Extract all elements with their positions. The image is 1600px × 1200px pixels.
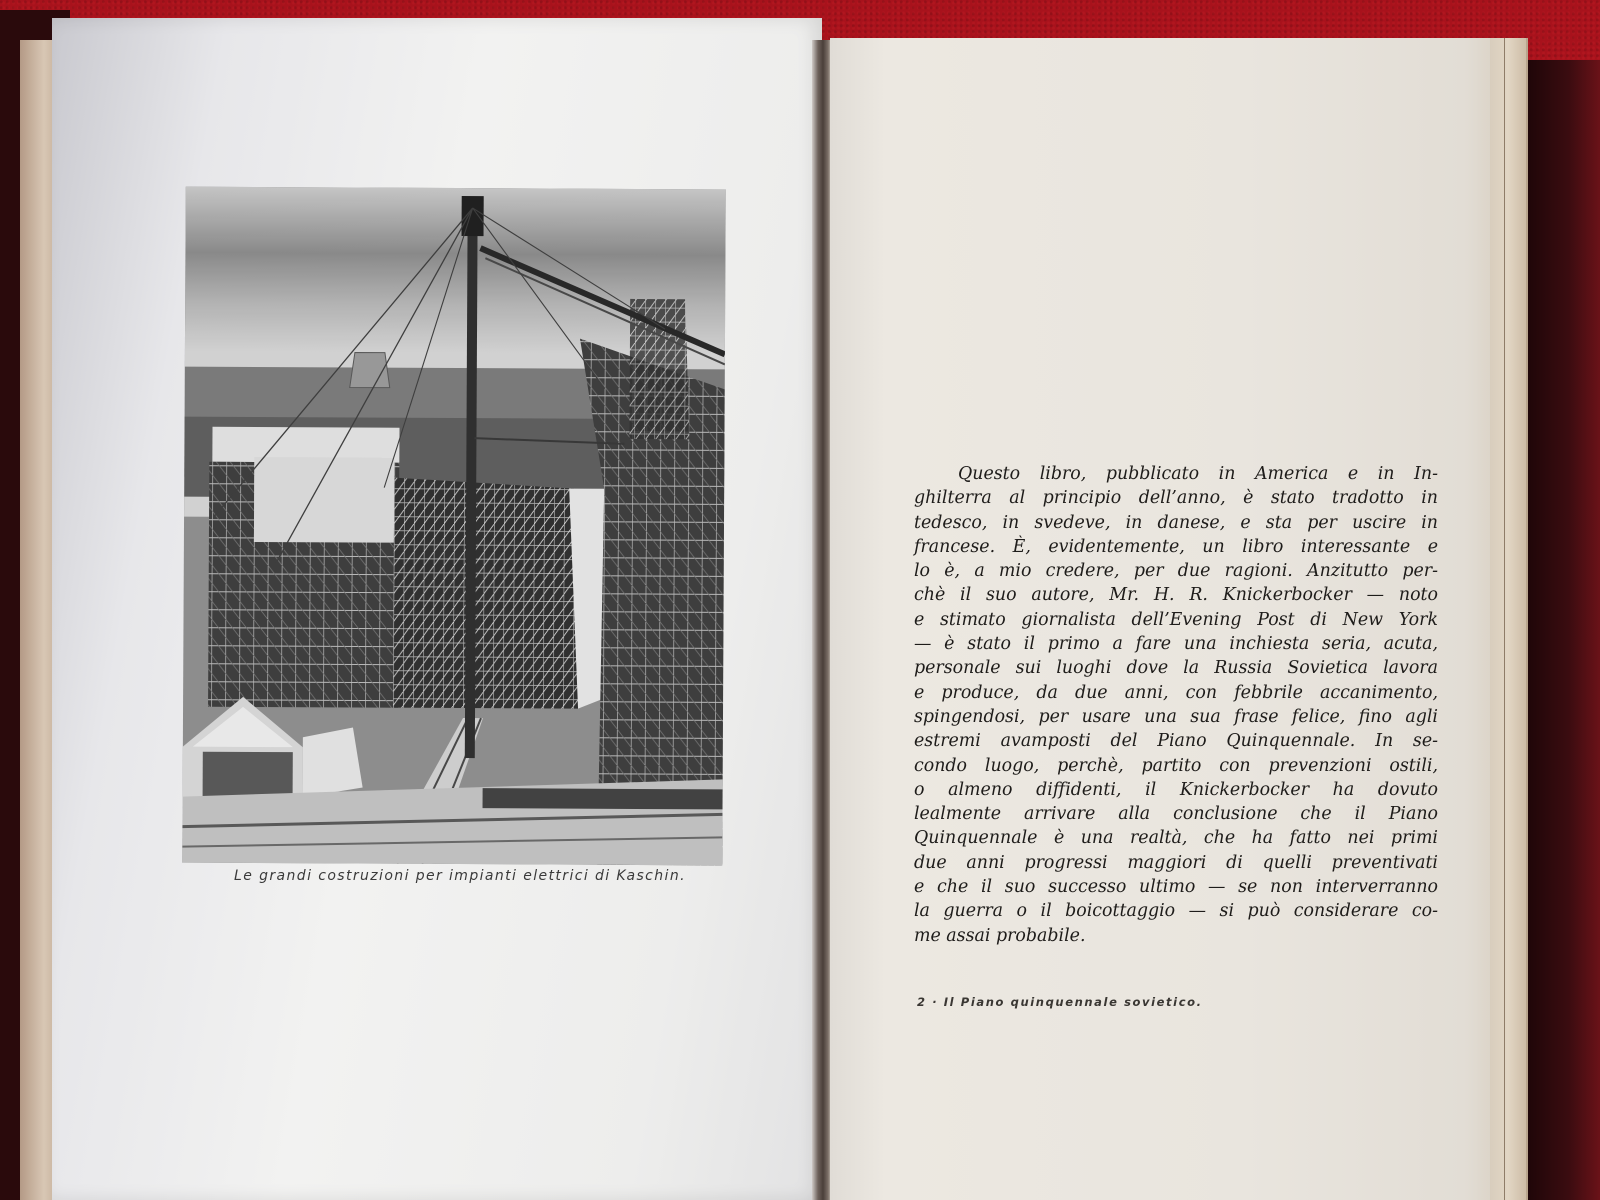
text-line: Questo libro, pubblicato in America e in In- [958,464,1438,484]
text-line: estremi avamposti del Piano Quinquennale. In se- [914,731,1438,752]
book-cover-right [1520,60,1600,1200]
text-line: — è stato il primo a fare una inchiesta seria, acuta, [914,634,1438,655]
text-line: e stimato giornalista dell’Evening Post di New York [914,609,1438,630]
text-line: personale sui luoghi dove la Russia Sovietica lavora [914,658,1438,679]
text-line: lealmente arrivare alla conclusione che il Piano [914,804,1438,825]
text-line: la guerra o il boicottaggio — si può considerare co- [914,901,1438,922]
photo-illustration [182,187,726,866]
text-line: tedesco, in svedeve, in danese, e sta per uscire in [914,512,1438,533]
text-line: e produce, da due anni, con febbrile accanimento, [914,682,1438,703]
text-line: chè il suo autore, Mr. H. R. Knickerbocker — noto [914,585,1438,606]
text-line: lo è, a mio credere, per due ragioni. Anzitutto per- [914,561,1438,582]
signature-mark: 2 · Il Piano quinquennale sovietico. [917,995,1203,1009]
construction-photo-plate [182,187,726,866]
text-line: ghilterra al principio dell’anno, è stato tradotto in [914,488,1438,509]
text-line: due anni progressi maggiori di quelli preventivati [914,852,1438,873]
text-line: e che il suo successo ultimo — se non interverranno [914,877,1438,898]
book-gutter [812,40,832,1200]
text-line: spingendosi, per usare una sua frase felice, fino agli [914,706,1438,727]
text-line: condo luogo, perchè, partito con prevenzioni ostili, [914,755,1438,776]
photo-caption: Le grandi costruzioni per impianti elettrici di Kaschin. [234,868,686,884]
text-line: francese. È, evidentemente, un libro interessante e [914,536,1438,557]
preface-paragraph [914,462,1438,948]
right-page-deckle-edge [1490,38,1528,1200]
text-line: me assai probabile. [914,925,1086,946]
text-line: Quinquennale è una realtà, che ha fatto nei primi [914,828,1438,849]
text-line: o almeno diffidenti, il Knickerbocker ha dovuto [914,779,1438,800]
